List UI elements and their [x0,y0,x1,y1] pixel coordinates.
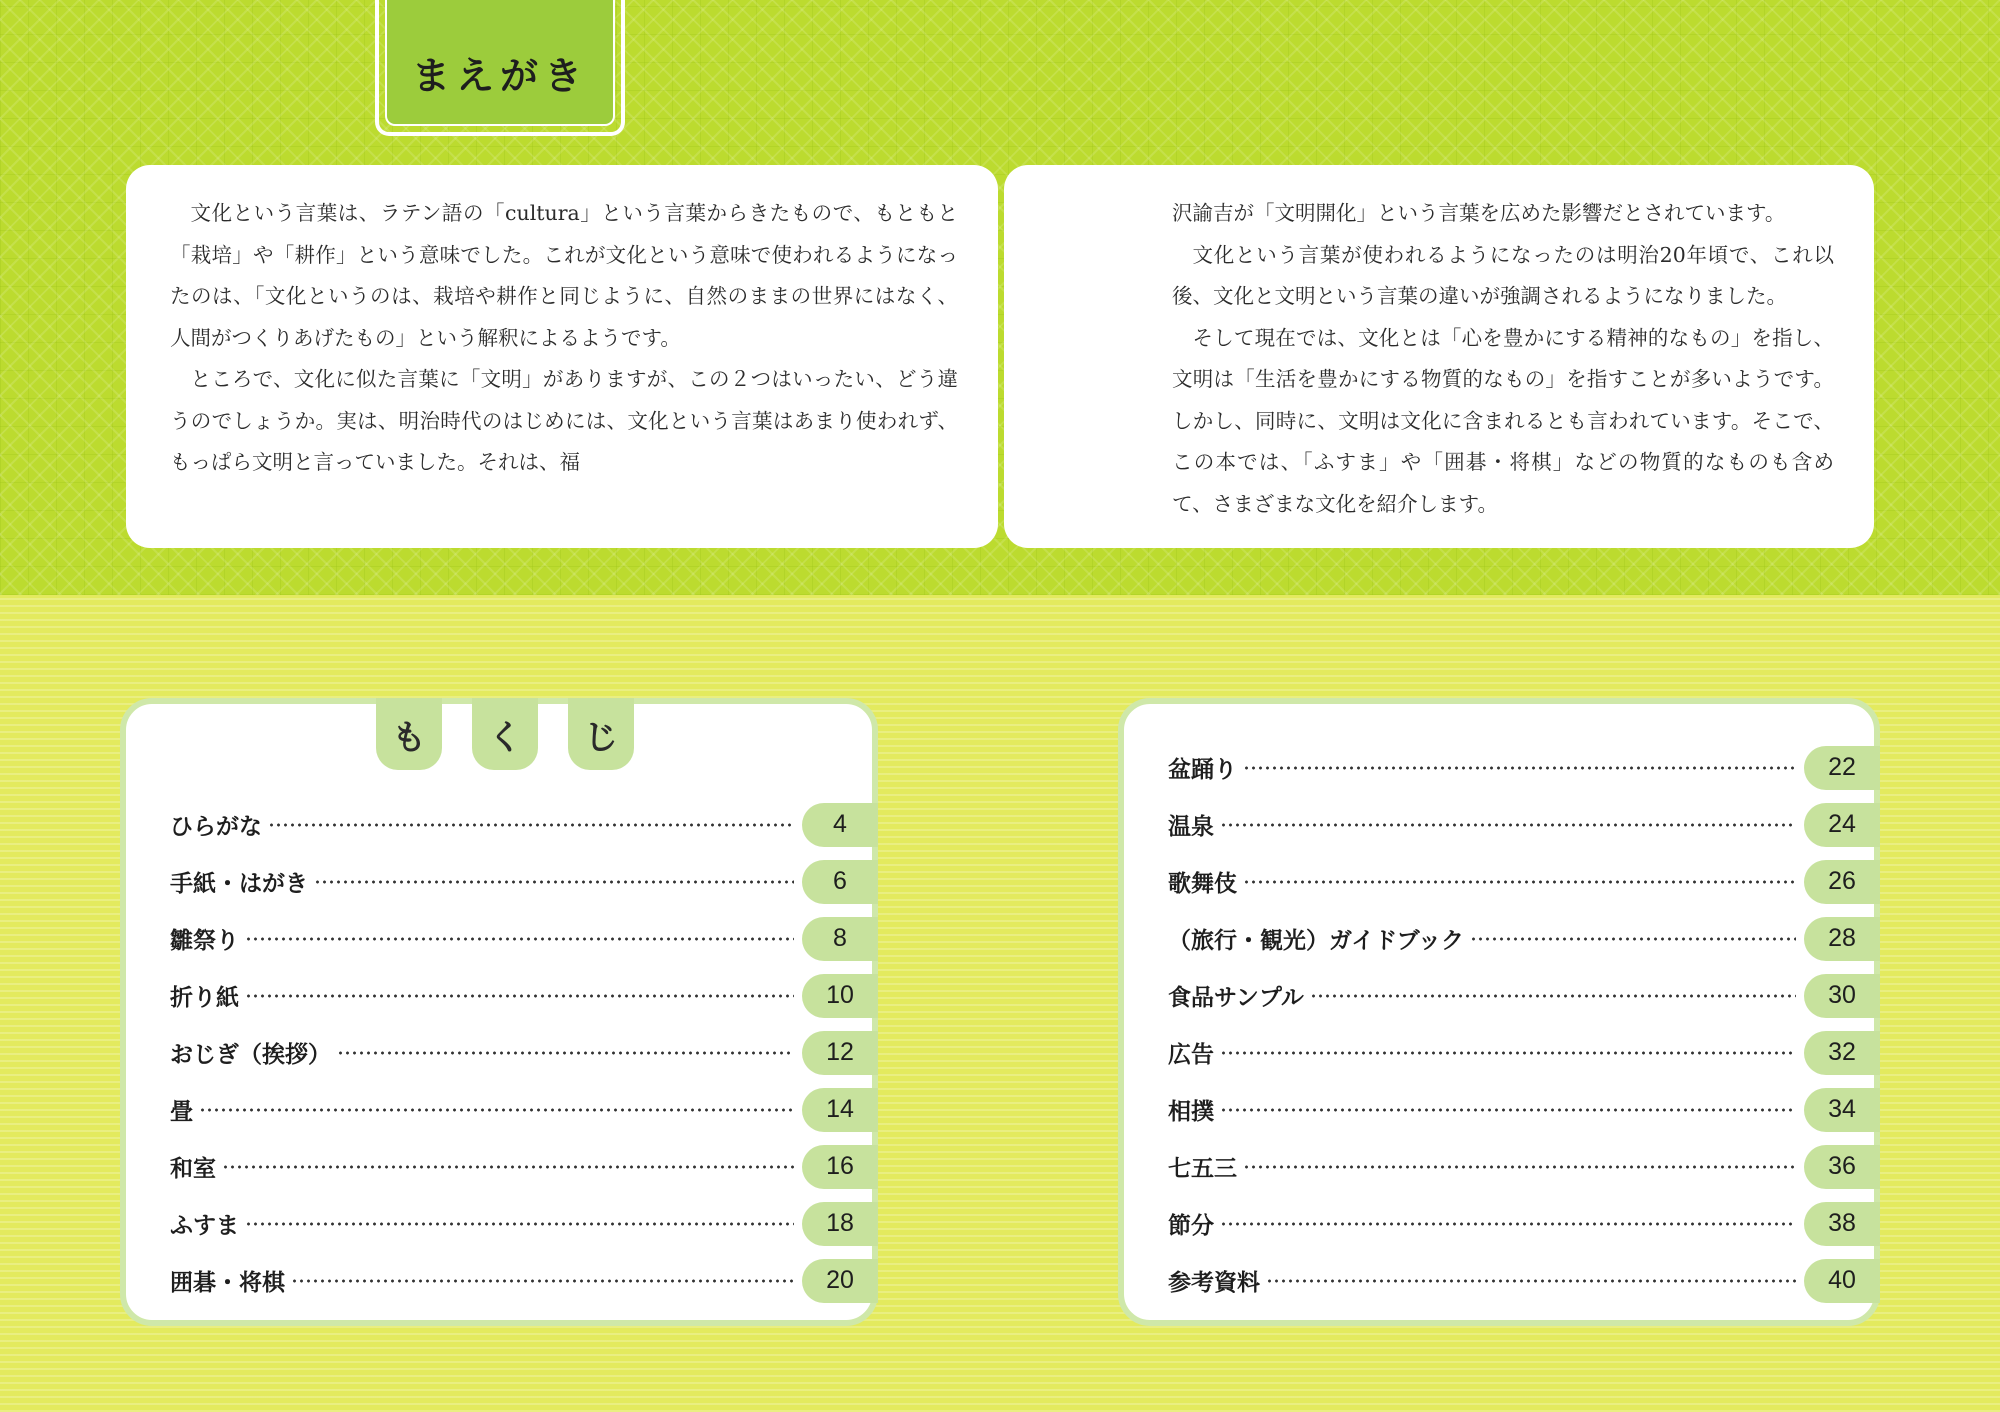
dot-leader [1266,1279,1796,1283]
toc-page-number: 34 [1804,1088,1880,1132]
toc-entry[interactable] [1168,853,1880,910]
toc-page-number: 40 [1804,1259,1880,1303]
toc-entry[interactable] [1168,796,1880,853]
toc-entry[interactable] [1168,1024,1880,1081]
toc-entry-label: 七五三 [1168,1156,1237,1182]
toc-page-number: 8 [802,917,878,961]
toc-page-number: 14 [802,1088,878,1132]
dot-leader [1220,1222,1796,1226]
toc-entry-label: 折り紙 [170,985,239,1011]
toc-page-number: 28 [1804,917,1880,961]
toc-card-right [1118,698,1880,1326]
toc-page-number: 18 [802,1202,878,1246]
toc-page-number: 38 [1804,1202,1880,1246]
dot-leader [1243,766,1796,770]
dot-leader [1470,937,1796,941]
dot-leader [1220,823,1796,827]
toc-page-number: 24 [1804,803,1880,847]
preface-paragraph: 文化という言葉が使われるようになったのは明治20年頃で、これ以後、文化と文明という言葉の違いが強調されるようになりました。 [1172,242,1834,308]
toc-title-tabs [376,698,634,770]
preface-title: まえがき [411,54,588,98]
toc-entry[interactable] [1168,910,1880,967]
toc-entry[interactable] [1168,1195,1880,1252]
preface-paragraph: そして現在では、文化とは「心を豊かにする精神的なもの」を指し、文明は「生活を豊かにする物質的なもの」を指すことが多いようです。しかし、同時に、文明は文化に含まれるとも言われています。そこで、この本では、「ふすま」や「囲碁・将棋」などの物質的なものも含めて、さまざまな文化を紹介します。 [1172,325,1834,516]
dot-leader [1220,1051,1796,1055]
toc-entry-label: 歌舞伎 [1168,871,1237,897]
toc-entry[interactable] [170,1195,878,1252]
dot-leader [1243,880,1796,884]
preface-right-panel [1004,165,1874,548]
toc-list-left [170,796,878,1309]
toc-entry-label: 節分 [1168,1213,1214,1239]
toc-entry-label: 畳 [170,1099,193,1125]
toc-entry[interactable] [1168,739,1880,796]
dot-leader [199,1108,794,1112]
dot-leader [337,1051,794,1055]
toc-entry-label: 食品サンプル [1168,985,1304,1011]
dot-leader [245,937,794,941]
toc-entry-label: おじぎ（挨拶） [170,1042,331,1068]
toc-entry-label: 盆踊り [1168,757,1237,783]
toc-page-number: 20 [802,1259,878,1303]
preface-title-tab [375,0,625,136]
toc-title-char: も [376,698,442,770]
preface-left-panel [126,165,998,548]
dot-leader [245,1222,794,1226]
toc-page-number: 32 [1804,1031,1880,1075]
preface-paragraph: 沢諭吉が「文明開化」という言葉を広めた影響だとされています。 [1172,201,1786,225]
toc-entry[interactable] [1168,967,1880,1024]
toc-entry[interactable] [1168,1138,1880,1195]
toc-page-number: 30 [1804,974,1880,1018]
dot-leader [314,880,794,884]
toc-page-number: 6 [802,860,878,904]
toc-page-number: 4 [802,803,878,847]
dot-leader [1310,994,1796,998]
toc-page-number: 10 [802,974,878,1018]
toc-entry-label: 和室 [170,1156,216,1182]
preface-paragraph: ところで、文化に似た言葉に「文明」がありますが、この２つはいったい、どう違うのでしょうか。実は、明治時代のはじめには、文化という言葉はあまり使われず、もっぱら文明と言っていました。それは、福 [170,367,958,474]
toc-entry-label: 温泉 [1168,814,1214,840]
dot-leader [1220,1108,1796,1112]
toc-page-number: 12 [802,1031,878,1075]
toc-entry-label: 参考資料 [1168,1270,1260,1296]
dot-leader [245,994,794,998]
toc-entry-label: ひらがな [170,814,262,840]
toc-entry[interactable] [170,1024,878,1081]
toc-entry[interactable] [170,910,878,967]
toc-entry-label: 相撲 [1168,1099,1214,1125]
toc-entry-label: 広告 [1168,1042,1214,1068]
toc-entry[interactable] [1168,1081,1880,1138]
toc-entry[interactable] [170,1081,878,1138]
toc-entry[interactable] [170,796,878,853]
dot-leader [268,823,794,827]
toc-entry-label: 雛祭り [170,928,239,954]
toc-list-right [1168,739,1880,1309]
toc-page-number: 16 [802,1145,878,1189]
toc-card-left [120,698,878,1326]
toc-entry-label: ふすま [170,1213,239,1239]
dot-leader [291,1279,794,1283]
dot-leader [1243,1165,1796,1169]
toc-entry-label: （旅行・観光）ガイドブック [1168,928,1465,954]
toc-entry[interactable] [170,1252,878,1309]
toc-entry[interactable] [170,853,878,910]
toc-title-char: じ [568,698,634,770]
toc-entry[interactable] [170,967,878,1024]
dot-leader [222,1165,794,1169]
toc-title-char: く [472,698,538,770]
toc-page-number: 22 [1804,746,1880,790]
toc-entry[interactable] [170,1138,878,1195]
toc-entry-label: 囲碁・将棋 [170,1270,285,1296]
preface-paragraph: 文化という言葉は、ラテン語の「cultura」という言葉からきたもので、もともと「栽培」や「耕作」という意味でした。これが文化という意味で使われるようになったのは、「文化というのは、栽培や耕作と同じように、自然のままの世界にはなく、人間がつくりあげたもの」という解釈によるようです。 [170,201,958,350]
toc-page-number: 26 [1804,860,1880,904]
toc-page-number: 36 [1804,1145,1880,1189]
toc-entry[interactable] [1168,1252,1880,1309]
toc-entry-label: 手紙・はがき [170,871,308,897]
